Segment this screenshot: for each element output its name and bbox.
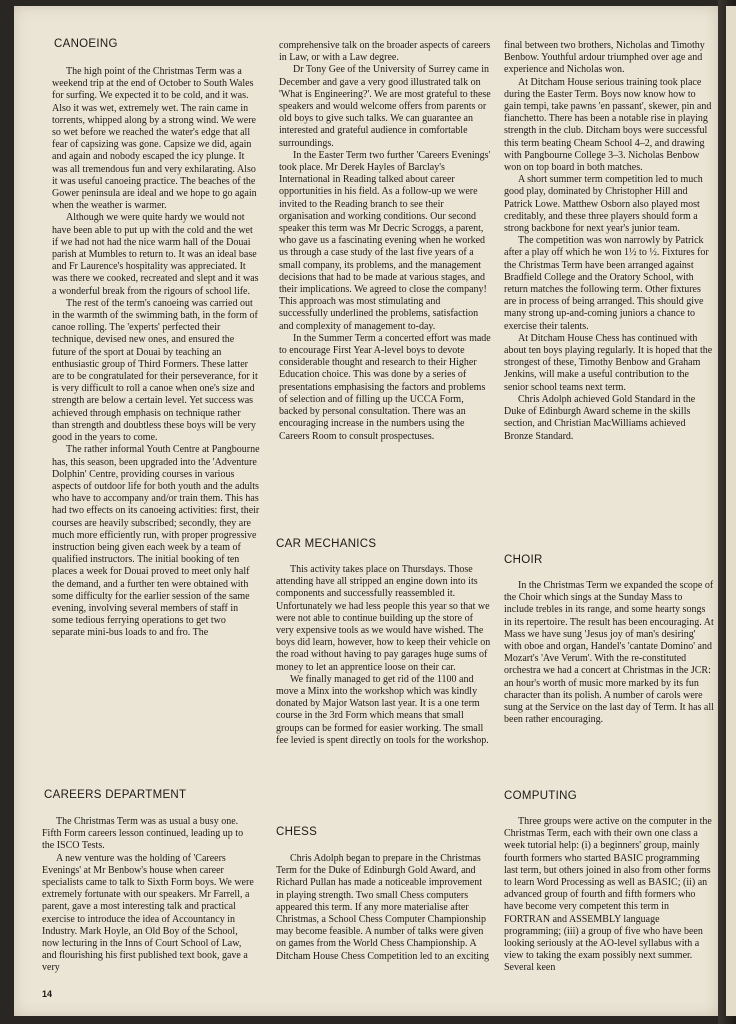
careers-paragraph: In the Easter Term two further 'Careers Evenings' took place. Mr Derek Hayles of Barclay's International in Reading talked about career opportunities in his field. As a follow-up we were invited to the Reading branch to see their organisation and working conditions. Our second speaker this term was Mr Decric Scroggs, a parent, who gave us a fascinating evening when he worked us through a case study of the last five years of a small company, its problems, and the management decisions that had to be made at various stages, and their implications. We agreed to close the company! This approach was most stimulating and successfully underlined the problems, satisfaction and complexity of management to-day. [279, 149, 491, 332]
chess-paragraph: A short summer term competition led to much good play, dominated by Christopher Hill and Patrick Lowe. Matthew Osborn also played most creditably, and these three players should form a strong backbone for next year's junior team. [504, 174, 703, 235]
adjacent-page-edge [726, 6, 736, 1016]
car-mechanics-body [276, 564, 491, 747]
careers-body [42, 816, 257, 975]
car-mechanics-paragraph: This activity takes place on Thursdays. Those attending have all stripped an engine down into its components and successfully reassembled it. Unfortunately we had less people this year so that we were not able to continue building up the store of very expensive tools as we would have wished. The boys did learn, however, how to keep their vehicle on the road without having to pay garages huge sums of money to let an apprentice loose on their car. [276, 564, 491, 673]
canoeing-paragraph: The high point of the Christmas Term was a weekend trip at the end of October to South Wales for surfing. We expected it to be cold, and it was. Also it was wet, extremely wet. The rain came in torrents, whipped along by a strong wind. We were so wet before we reached the water's edge that all fear of capsizing was gone. Capsize we did, again and again and nobody escaped the icy plunge. It was all tremendous fun and very exhilarating. Also it was useful canoeing practice. The beaches of the Gower peninsula are ideal and we hope to go again when the weather is warmer. [52, 66, 257, 212]
computing-body [504, 816, 714, 975]
chess-paragraph: final between two brothers, Nicholas and Timothy Benbow. Youthful ardour triumphed over age and experience and Nicholas won. [504, 40, 705, 76]
chess-paragraph: Chris Adolph achieved Gold Standard in the Duke of Edinburgh Award scheme in the skills section, and Christian MacWilliams achieved Bronze Standard. [504, 393, 696, 442]
magazine-page [14, 6, 718, 1016]
car-mechanics-paragraph: We finally managed to get rid of the 1100 and move a Minx into the workshop which was kindly donated by Major Watson last year. It is a one term course in the 3rd Form which means that small groups can be formed for easier working. The small fee levied is spent directly on tools for the workshop. [276, 673, 489, 746]
page-number: 14 [42, 989, 53, 999]
chess-body [276, 853, 491, 963]
choir-paragraph: In the Christmas Term we expanded the scope of the Choir which sings at the Sunday Mass to include trebles in its range, and some hearty songs in its repertoire. The result has been encouraging. At Mass we have sung 'Jesus joy of man's desiring' with oboe and organ, Handel's 'cantate Domino' and Mozart's 'Ave Verum'. With the re-constituted orchestra we had a concert at Christmas in the JCR: an hour's worth of music more marked by its fun character than its polish. A number of carols were sung at the Service on the last day of Term. It has all been rather encouraging. [504, 580, 714, 726]
careers-paragraph: In the Summer Term a concerted effort was made to encourage First Year A-level boys to devote considerable thought and research to their Higher Education choice. This was done by a series of presentations emphasising the factors and problems of selection and of filling up the UCCA Form, backed by personal consultation. There was an encouraging increase in the numbers using the Careers Room to consult prospectuses. [279, 332, 491, 442]
canoeing-paragraph: The rest of the term's canoeing was carried out in the warmth of the swimming bath, in the form of canoe rolling. The 'experts' perfected their technique, devised new ones, and ensured the future of the sport at Douai by teaching an enthusiastic group of Third Formers. These latter are to be congratulated for their perseverance, for it is very difficult to roll a canoe when one's size and strength are below a certain level. Yet success was achieved through emphasis on technique rather than strength and doubtless these boys will be very good in the years to come. [52, 297, 258, 444]
canoeing-paragraph: Although we were quite hardy we would not have been able to put up with the cold and the wet if we had not had the nice warm hall of the Douai parish at Mumbles to return to. It was an ideal base and Fr Laurence's hospitality was appreciated. It was there we cooked, recreated and slept and it was a wonderful break from the rigours of school life. [52, 212, 259, 297]
careers-paragraph: The Christmas Term was as usual a busy one. Fifth Form careers lesson continued, leading up to the ISCO Tests. [42, 816, 244, 852]
canoeing-heading: CANOEING [54, 38, 118, 50]
chess-paragraph: At Ditcham House Chess has continued with about ten boys playing regularly. It is hoped that the strongest of these, Timothy Benbow and Graham Jenkins, will make a useful contribution to the senior school teams next term. [504, 332, 713, 393]
careers-heading: CAREERS DEPARTMENT [44, 789, 187, 801]
canoeing-paragraph: The rather informal Youth Centre at Pangbourne has, this season, been upgraded into the 'Adventure Dolphin' Centre, providing courses in various aspects of outdoor life for both youth and the adults who have to accompany and/or train them. This has had two effects on its canoeing activities: first, their courses are heavily subscribed; secondly, they are much more efficiently run, with proper progressive instruction being given each week by a team of qualified instructors. The initial booking of ten places a week for Douai proved to meet only half the demand, and a further ten were obtained with some difficulty for the earlier session of the same evening, involving several members of staff in some tedious ferrying operations to get two separate mini-bus loads to and fro. The [52, 444, 260, 639]
choir-heading: CHOIR [504, 554, 543, 566]
computing-paragraph: Three groups were active on the computer in the Christmas Term, each with their own one class a week tutorial help: (i) a beginners' group, mainly fourth formers who started BASIC programming last term, but others joined in also from other forms to learn Word Processing as well as BASIC; (ii) an advanced group of fourth and fifth formers who have become very competent this term in FORTRAN and ASSEMBLY language programming; (iii) a group of five who have been looking seriously at the AO-level syllabus with a view to taking the exam possibly next summer. Several keen [504, 816, 712, 974]
canoeing-body [52, 66, 260, 640]
careers-paragraph: A new venture was the holding of 'Careers Evenings' at Mr Benbow's house when career specialists came to talk to Sixth Form boys. We were extremely fortunate with our speakers. Mr Farrell, a parent, gave a most interesting talk and practical exercise to introduce the idea of Accountancy in Industry. Mark Hoyle, an Old Boy of the School, now lecturing in the Inns of Court School of Law, and flourishing his first published text book, gave a very [42, 852, 254, 974]
chess-paragraph: At Ditcham House serious training took place during the Easter Term. Boys now know how to gain tempi, take pawns 'en passant', skewer, pin and fianchetto. There has been a notable rise in playing strength in the club. Ditcham boys were successful this term beating Cheam School 4–2, and drawing with Pangbourne College 3–3. Nicholas Benbow won on top board in both matches. [504, 76, 712, 174]
careers-paragraph: comprehensive talk on the broader aspects of careers in Law, or with a Law degree. [279, 40, 491, 64]
chess-paragraph: Chris Adolph began to prepare in the Christmas Term for the Duke of Edinburgh Gold Award, and Richard Pullan has made a noticeable improvement in playing strength. Two small Chess computers appeared this term. If any more materialise after Christmas, a School Chess Computer Championship may become feasible. A number of talks were given on games from the World Chess Championship. A Ditcham House Chess Competition led to an exciting [276, 853, 490, 962]
careers-paragraph: Dr Tony Gee of the University of Surrey came in December and gave a very good illustrated talk on 'What is Engineering?'. We are most grateful to these speakers and would welcome offers from parents or old boys to give such talks. We can guarantee an interested and grateful audience in comfortable surroundings. [279, 64, 491, 149]
computing-heading: COMPUTING [504, 790, 577, 802]
car-mechanics-heading: CAR MECHANICS [276, 538, 377, 550]
choir-body [504, 580, 714, 726]
careers-continued [279, 40, 491, 443]
chess-heading: CHESS [276, 826, 318, 838]
chess-continued [504, 40, 714, 443]
chess-paragraph: The competition was won narrowly by Patrick after a play off which he won 1½ to ½. Fixtures for the Christmas Term have been arranged against Bradfield College and the Oratory School, with return matches the following term. Other fixtures are in process of being arranged. This should give many strong up-and-coming juniors a chance to exercise their talents. [504, 235, 709, 332]
